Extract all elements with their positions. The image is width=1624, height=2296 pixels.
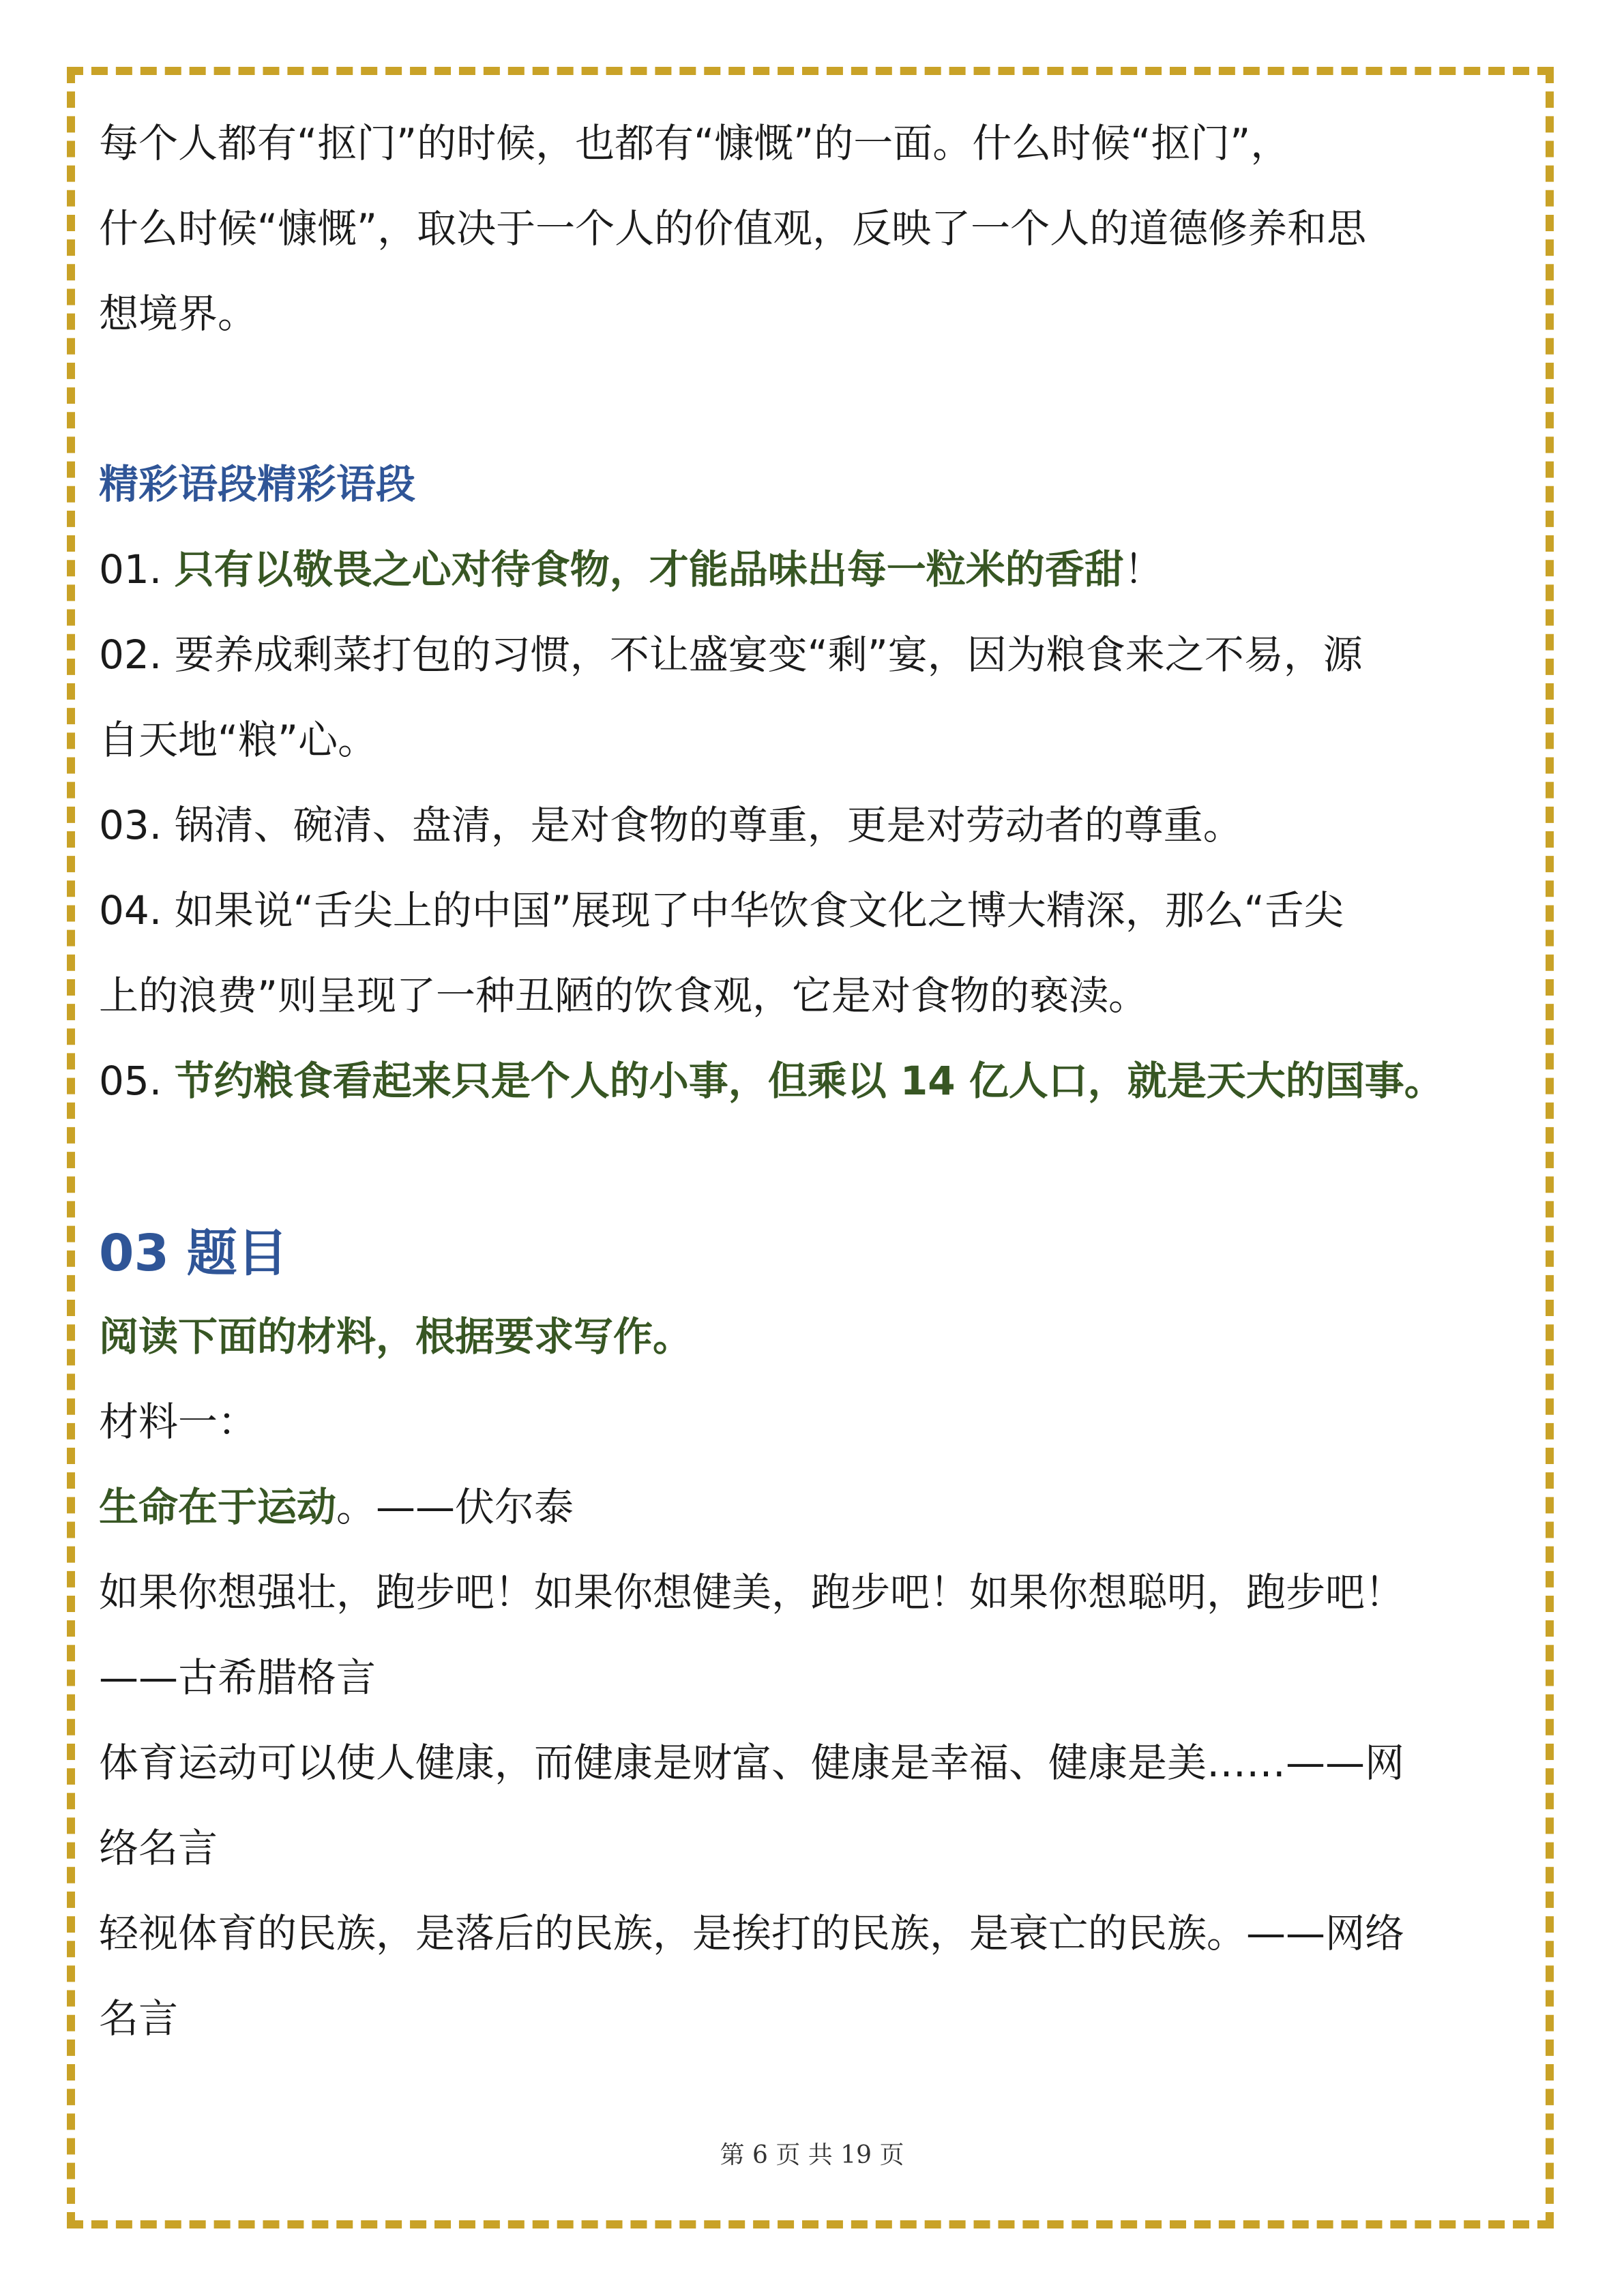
item-text: 要养成剩菜打包的习惯，不让盛宴变“剩”宴，因为粮食来之不易，源: [174, 631, 1363, 678]
list-item-02-cont: 自天地“粮”心。: [99, 717, 378, 763]
item-number: 02.: [99, 631, 162, 678]
intro-line-2: 什么时候“慷慨”，取决于一个人的价值观，反映了一个人的道德修养和思: [99, 205, 1367, 252]
item-number: 05.: [99, 1058, 162, 1104]
item-text: 如果说“舌尖上的中国”展现了中华饮食文化之博大精深，那么“舌尖: [174, 887, 1344, 934]
page-border: [67, 67, 1554, 2228]
quote-2-line-2: ——古希腊格言: [99, 1654, 377, 1701]
quote-4-line-1: 轻视体育的民族，是落后的民族，是挨打的民族，是衰亡的民族。——网络: [99, 1910, 1405, 1956]
list-item-02: [99, 627, 1363, 682]
item-tail: ！: [1123, 546, 1164, 593]
intro-line-1: 每个人都有“抠门”的时候，也都有“慷慨”的一面。什么时候“抠门”，: [99, 120, 1290, 166]
list-item-04: [99, 883, 1344, 938]
topic-instruction: 阅读下面的材料，根据要求写作。: [99, 1313, 693, 1360]
quote-2-line-1: 如果你想强壮，跑步吧！如果你想健美，跑步吧！如果你想聪明，跑步吧！: [99, 1569, 1405, 1615]
list-item-05: [99, 1054, 1444, 1108]
quote-1: [99, 1480, 574, 1534]
page-footer: 第 6 页 共 19 页: [720, 2141, 904, 2169]
quote-3-line-1: 体育运动可以使人健康，而健康是财富、健康是幸福、健康是美……——网: [99, 1740, 1405, 1786]
quote-3-line-2: 络名言: [99, 1825, 218, 1871]
quote-emphasis: 生命在于运动: [99, 1484, 337, 1530]
quote-source: 。——伏尔泰: [336, 1484, 574, 1530]
item-number: 04.: [99, 887, 162, 934]
item-text: 节约粮食看起来只是个人的小事，但乘以 14 亿人口，就是天大的国事。: [174, 1058, 1444, 1104]
quote-4-line-2: 名言: [99, 1995, 179, 2042]
topic-title: 03 题目: [99, 1224, 288, 1283]
item-number: 03.: [99, 802, 162, 848]
section-title: 精彩语段精彩语段: [99, 461, 416, 507]
list-item-04-cont: 上的浪费”则呈现了一种丑陋的饮食观，它是对食物的亵渎。: [99, 972, 1149, 1019]
item-text: 锅清、碗清、盘清，是对食物的尊重，更是对劳动者的尊重。: [174, 802, 1243, 848]
intro-line-3: 想境界。: [99, 290, 258, 337]
list-item-03: [99, 798, 1243, 852]
item-text: 只有以敬畏之心对待食物，才能品味出每一粒米的香甜: [174, 546, 1124, 593]
material-label: 材料一：: [99, 1399, 258, 1445]
item-number: 01.: [99, 546, 162, 593]
list-item-01: [99, 542, 1164, 597]
